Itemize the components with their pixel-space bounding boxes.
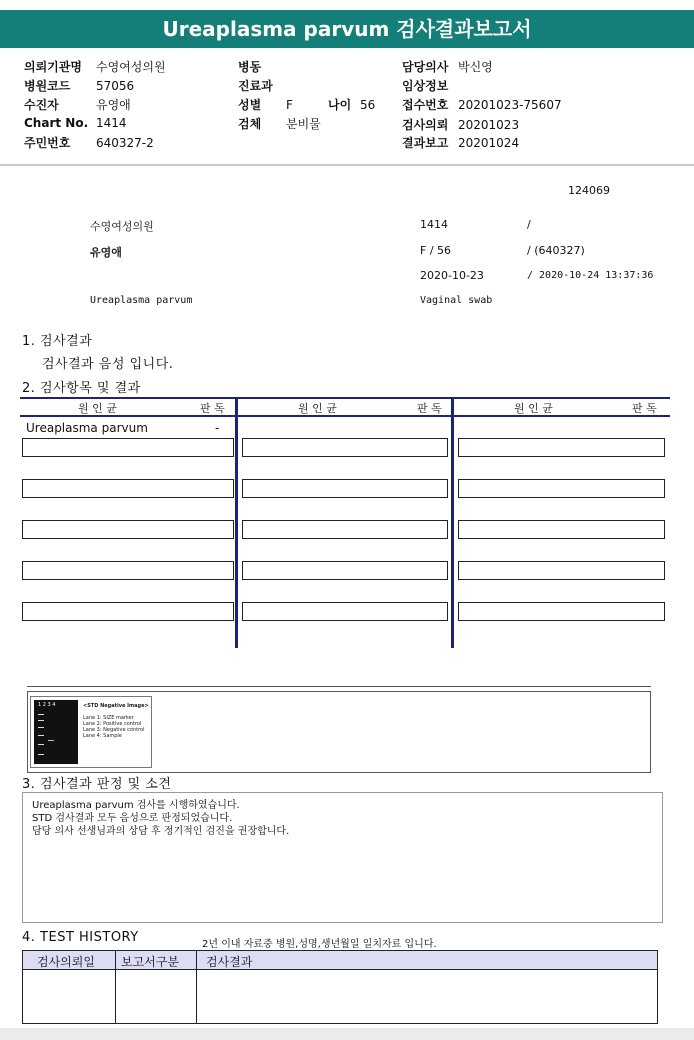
sex-value: F [286,98,293,112]
result-cell-2-1 [22,479,234,498]
history-table [22,950,658,1024]
header-hospital-code [24,77,134,94]
age-value: 56 [360,98,376,112]
chart-value: 1414 [96,116,127,130]
receipt-label: 접수번호 [402,98,449,112]
section-2-title: 2. 검사항목 및 결과 [22,381,141,396]
result-cell-1-1 [22,438,234,457]
result-organism: Ureaplasma parvum [26,421,148,435]
id-number: 124069 [568,184,610,197]
header-institution [24,58,166,75]
result-cell-1-2 [242,438,448,457]
result-cell-5-2 [242,602,448,621]
info-specimen: Vaginal swab [420,295,493,306]
history-col-report-type: 보고서구분 [121,955,179,969]
specimen-value: 분비물 [286,117,321,131]
header-report [402,134,519,151]
info-birth: / (640327) [527,244,585,257]
institution-label: 의뢰기관명 [24,60,82,74]
result-summary: 검사결과 음성 입니다. [42,357,174,372]
report-value: 20201024 [458,136,520,150]
result-cell-4-2 [242,561,448,580]
opinion-line-1: Ureaplasma parvum 검사를 시행하였습니다. [32,800,240,811]
header-divider [0,164,694,166]
resident-label: 주민번호 [24,136,71,150]
history-col-result: 검사결과 [206,955,253,969]
header-age [328,96,375,113]
info-name: 유영애 [90,246,122,259]
header-patient [24,96,131,113]
report-title: Ureaplasma parvum 검사결과보고서 [0,10,694,48]
institution-value: 수영여성의원 [96,60,166,74]
header-sex [238,96,293,113]
gel-lane-numbers: 1 2 3 4 [38,702,56,708]
doctor-value: 박신영 [458,60,493,74]
result-cell-2-2 [242,479,448,498]
info-request-date: 2020-10-23 [420,269,484,282]
history-col-divider-1 [115,951,116,1023]
history-col-request-date: 검사의뢰일 [37,955,95,969]
specimen-label: 검체 [238,117,262,131]
result-cell-4-3 [458,561,665,580]
gel-legend-2: Lane 2: Positive control [83,721,142,727]
header-clinical [402,77,458,94]
result-judgement: - [215,421,220,435]
gel-legend-1: Lane 1: SIZE marker [83,715,134,721]
result-cell-3-3 [458,520,665,539]
gel-electrophoresis-picture [34,700,78,764]
header-chart [24,116,127,130]
section-1-title: 1. 검사결과 [22,334,93,349]
header-ward [238,58,286,75]
result-cell-5-3 [458,602,665,621]
table-header-border [20,415,670,417]
result-cell-3-1 [22,520,234,539]
dept-label: 진료과 [238,79,273,93]
opinion-line-3: 담당 의사 선생님과의 상담 후 정기적인 검진을 권장합니다. [32,826,290,837]
header-resident-number [24,134,154,151]
col-judgement-header-2: 판 독 [417,402,442,415]
result-cell-2-3 [458,479,665,498]
result-cell-1-3 [458,438,665,457]
col-judgement-header-3: 판 독 [632,402,657,415]
header-doctor [402,58,493,75]
request-label: 검사의뢰 [402,118,449,132]
opinion-line-2: STD 검사결과 모두 음성으로 판정되었습니다. [32,813,233,824]
header-request [402,116,519,133]
result-cell-4-1 [22,561,234,580]
col-judgement-header-1: 판 독 [200,402,225,415]
info-test-name: Ureaplasma parvum [90,295,193,306]
request-value: 20201023 [458,118,520,132]
info-slash: / [527,218,531,231]
column-divider-2 [451,397,454,648]
info-report-datetime: / 2020-10-24 13:37:36 [527,270,654,281]
gel-image [30,696,152,768]
clinical-label: 임상정보 [402,79,449,93]
header-receipt [402,96,562,113]
history-col-divider-2 [196,951,197,1023]
history-table-header [23,951,657,970]
receipt-value: 20201023-75607 [458,98,562,112]
page-bottom-margin [0,1028,694,1040]
section-3-title: 3. 검사결과 판정 및 소견 [22,777,172,792]
header-dept [238,77,286,94]
chart-label: Chart No. [24,116,89,130]
info-clinic: 수영여성의원 [90,220,154,233]
opinion-box [22,792,663,923]
patient-label: 수진자 [24,98,59,112]
age-label: 나이 [328,98,352,112]
ward-label: 병동 [238,60,262,74]
report-label: 결과보고 [402,136,449,150]
patient-value: 유영애 [96,98,131,112]
col-organism-header-1: 원 인 균 [78,402,117,415]
header-specimen [238,115,321,132]
col-organism-header-3: 원 인 균 [514,402,553,415]
col-organism-header-2: 원 인 균 [298,402,337,415]
gel-legend-4: Lane 4: Sample [83,733,122,739]
hospital-code-value: 57056 [96,79,135,93]
doctor-label: 담당의사 [402,60,449,74]
image-top-rule [27,686,651,687]
info-chart: 1414 [420,218,448,231]
sex-label: 성별 [238,98,262,112]
history-note: 2년 이내 자료중 병원,성명,생년월일 일치자료 입니다. [202,939,437,950]
column-divider-1 [235,397,238,648]
section-4-title: 4. TEST HISTORY [22,930,139,945]
info-sex-age: F / 56 [420,244,452,257]
result-cell-5-1 [22,602,234,621]
table-top-border [20,397,670,399]
gel-heading: <STD Negative Image> [83,703,149,709]
gel-legend-3: Lane 3: Negative control [83,727,145,733]
result-cell-3-2 [242,520,448,539]
hospital-code-label: 병원코드 [24,79,71,93]
resident-value: 640327-2 [96,136,154,150]
